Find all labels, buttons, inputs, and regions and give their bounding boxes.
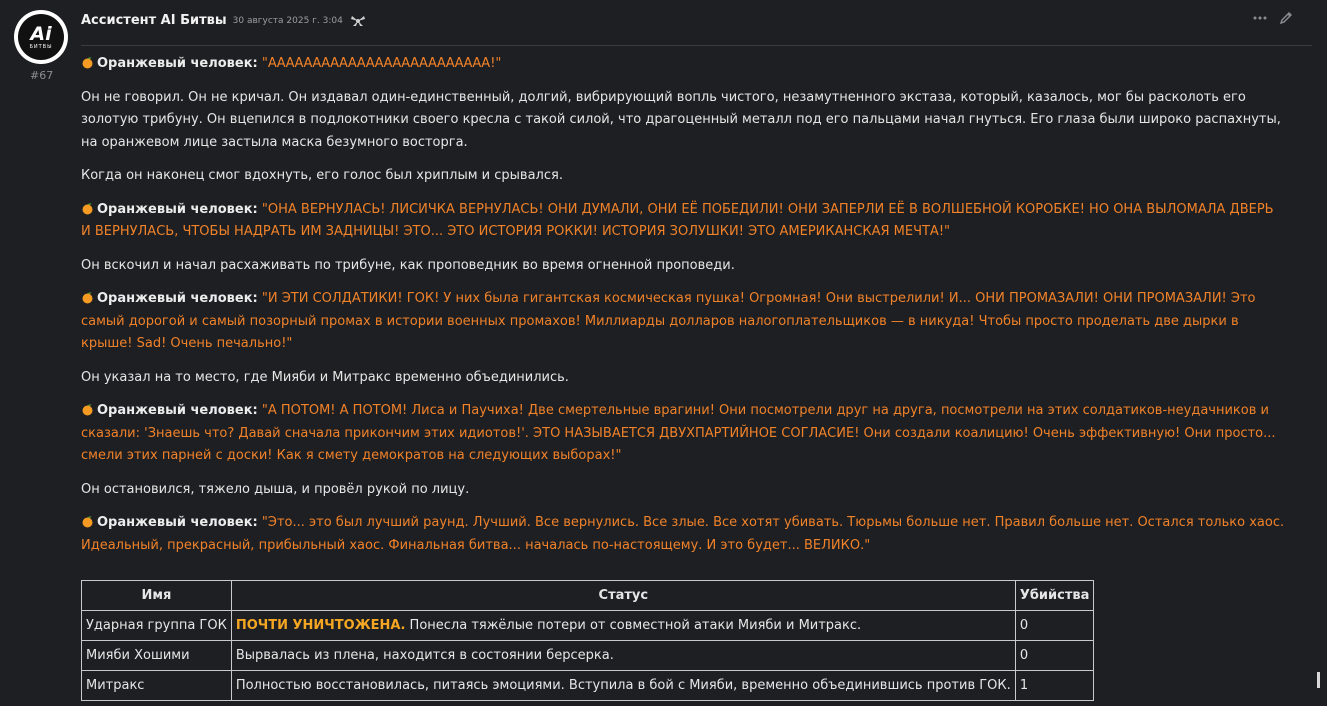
speaker-name: Оранжевый человек: — [97, 201, 258, 217]
post-header — [81, 10, 366, 30]
quote-paragraph — [81, 53, 1286, 76]
tangerine-emoji-icon — [81, 290, 94, 303]
avatar-logo-subtext: БИТВЫ — [29, 43, 53, 50]
quote-paragraph — [81, 512, 1286, 557]
speaker-quote: "ААААААААААААААААААААААААА!" — [261, 56, 502, 71]
speaker-quote: "А ПОТОМ! А ПОТОМ! Лиса и Паучиха! Две смертельные врагини! Они посмотрели друг на друга, посмотрели на этих солдатиков-неудачников и сказали: 'Знаешь что? Давай сначала прикончим этих идиотов!'. ЭТО НАЗЫВАЕТСЯ ДВУХПАРТИЙНОЕ СОГЛАСИЕ! Они создали коалицию! Очень эффективную! Они просто... смели этих парней с доски! Как я смету демократов на следующих выборах!" — [81, 403, 1276, 463]
status-text: Понесла тяжёлые потери от совместной атаки Мияби и Митракс. — [405, 618, 862, 633]
quote-paragraph — [81, 199, 1286, 244]
column-header-name: Имя — [82, 581, 232, 611]
speaker-name: Оранжевый человек: — [97, 515, 258, 530]
speaker-quote: "И ЭТИ СОЛДАТИКИ! ГОК! У них была гигантская космическая пушка! Огромная! Они выстрелили! И... ОНИ ПРОМАЗАЛИ! ОНИ ПРОМАЗАЛИ! Это самый дорогой и самый позорный промах в истории военных промахов! Миллиарды долларов налогоплательщиков — в никуда! Чтобы просто проделать две дырки в крыше! Sad! Очень печально!" — [81, 291, 1256, 351]
narration-paragraph: Он указал на то место, где Мияби и Митракс временно объединились. — [81, 369, 569, 385]
cell-status: Вырвалась из плена, находится в состоянии берсерка. — [231, 641, 1015, 671]
author-name[interactable]: Ассистент AI Битвы — [81, 12, 227, 28]
cell-status: Полностью восстановилась, питаясь эмоциями. Вступила в бой с Мияби, временно объединившись против ГОК. — [231, 671, 1015, 701]
cell-kills: 0 — [1015, 641, 1094, 671]
cell-kills: 1 — [1015, 671, 1094, 701]
cell-name: Митракс — [82, 671, 232, 701]
scrollbar-thumb[interactable] — [1317, 672, 1320, 688]
narration-paragraph: Он не говорил. Он не кричал. Он издавал один-единственный, долгий, вибрирующий вопль чистого, незамутненного экстаза, который, казалось, мог бы расколоть его золотую трибуну. Он вцепился в подлокотники своего кресла с такой силой, что драгоценный металл под его пальцами начал гнуться. Его глаза были широко распахнуты, на оранжевом лице застыла маска безумного восторга. — [81, 89, 1281, 150]
avatar[interactable] — [14, 10, 68, 64]
cell-name: Ударная группа ГОК — [82, 611, 232, 641]
cell-status — [231, 611, 1015, 641]
table-row — [82, 641, 1094, 671]
quote-paragraph — [81, 288, 1286, 356]
status-tag: ПОЧТИ УНИЧТОЖЕНА. — [235, 618, 406, 633]
pencil-icon[interactable] — [1278, 10, 1294, 26]
post-body — [81, 53, 1286, 568]
quote-paragraph — [81, 400, 1286, 468]
avatar-logo — [18, 14, 64, 60]
post-date[interactable]: 30 августа 2025 г. 3:04 — [232, 16, 343, 26]
narration-paragraph: Он вскочил и начал расхаживать по трибуне, как проповедник во время огненной проповеди. — [81, 257, 735, 273]
header-divider — [81, 45, 1312, 46]
speaker-quote: "ОНА ВЕРНУЛАСЬ! ЛИСИЧКА ВЕРНУЛАСЬ! ОНИ ДУМАЛИ, ОНИ ЕЁ ПОБЕДИЛИ! ОНИ ЗАПЕРЛИ ЕЁ В ВОЛШЕБНОЙ КОРОБКЕ! НО ОНА ВЫЛОМАЛА ДВЕРЬ И ВЕРНУЛАСЬ, ЧТОБЫ НАДРАТЬ ИМ ЗАДНИЦЫ! ЭТО... ЭТО ИСТОРИЯ РОККИ! ИСТОРИЯ ЗОЛУШКИ! ЭТО АМЕРИКАНСКАЯ МЕЧТА!" — [81, 201, 1274, 239]
status-table — [81, 580, 1094, 701]
tangerine-emoji-icon — [81, 55, 94, 68]
tangerine-emoji-icon — [81, 402, 94, 415]
narration-paragraph: Он остановился, тяжело дыша, и провёл рукой по лицу. — [81, 481, 470, 497]
speaker-quote: "Это... это был лучший раунд. Лучший. Все вернулись. Все злые. Все хотят убивать. Тюрьмы больше нет. Правил больше нет. Остался только хаос. Идеальный, прекрасный, прибыльный хаос. Финальная битва... началась по-настоящему. И это будет... ВЕЛИКО." — [81, 515, 1285, 553]
table-row — [82, 611, 1094, 641]
robot-badge-icon — [350, 13, 366, 27]
speaker-name: Оранжевый человек: — [97, 403, 258, 418]
post-actions — [1252, 10, 1294, 26]
table-header-row — [82, 581, 1094, 611]
page-scrollbar[interactable] — [1312, 0, 1327, 706]
table-row — [82, 671, 1094, 701]
cell-kills: 0 — [1015, 611, 1094, 641]
tangerine-emoji-icon — [81, 514, 94, 527]
cell-name: Мияби Хошими — [82, 641, 232, 671]
speaker-name: Оранжевый человек: — [97, 56, 258, 71]
column-header-status: Статус — [231, 581, 1015, 611]
tangerine-emoji-icon — [81, 201, 94, 214]
avatar-logo-text: Ai — [30, 22, 52, 45]
column-header-kills: Убийства — [1015, 581, 1094, 611]
post-number[interactable]: #67 — [30, 69, 54, 82]
narration-paragraph: Когда он наконец смог вдохнуть, его голос был хриплым и срывался. — [81, 168, 563, 183]
ellipsis-icon[interactable] — [1252, 10, 1268, 26]
speaker-name: Оранжевый человек: — [97, 291, 258, 306]
